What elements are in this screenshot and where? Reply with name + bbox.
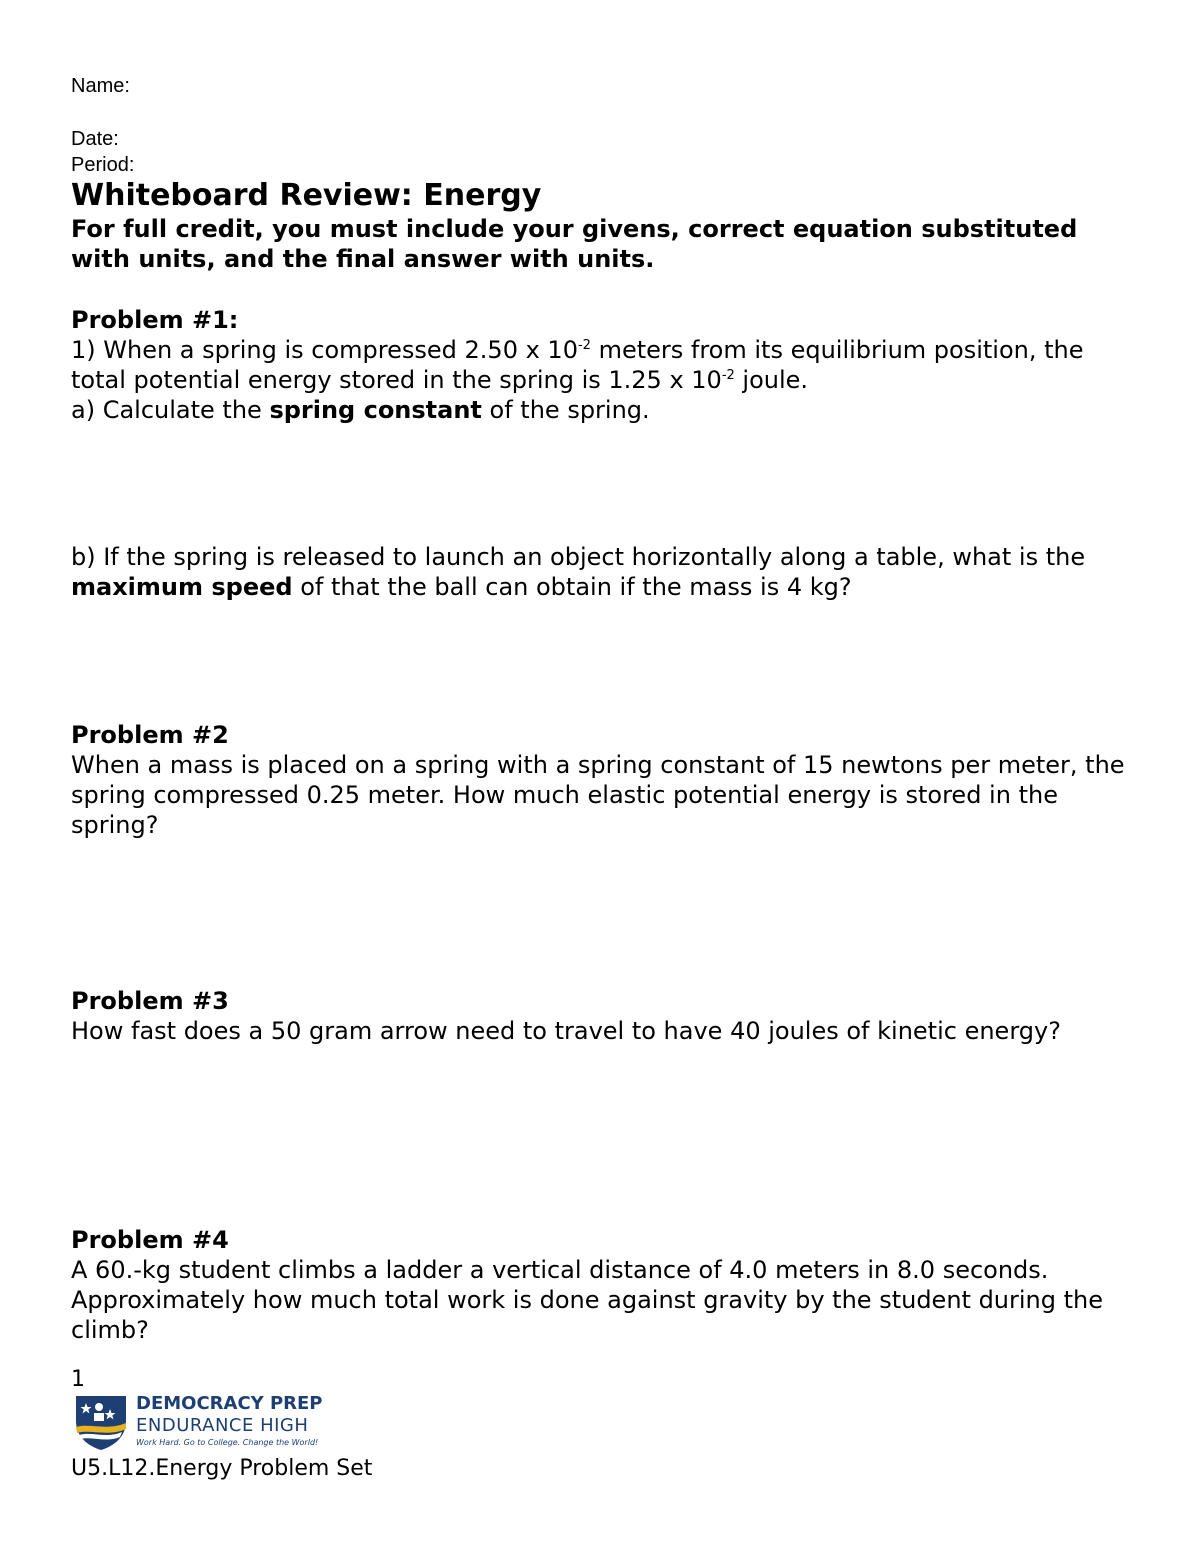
page-number: 1 — [71, 1367, 85, 1392]
problem-1-part-b: b) If the spring is released to launch an object horizontally along a table, what is the maximum speed of that the ball can obtain if the mass is 4 kg? — [71, 543, 1086, 601]
page-title: Whiteboard Review: Energy — [71, 178, 542, 213]
problem-2 — [71, 720, 1141, 840]
problem-2-title: Problem #2 — [71, 721, 229, 749]
logo-line-2: ENDURANCE HIGH — [136, 1415, 309, 1436]
name-label: Name: — [71, 75, 130, 97]
instructions: For full credit, you must include your givens, correct equation substituted with units, and the final answer with units. — [71, 215, 1078, 273]
date-label: Date: — [71, 128, 119, 150]
problem-4-title: Problem #4 — [71, 1226, 229, 1254]
problem-3 — [71, 986, 1141, 1046]
problem-1-title: Problem #1: — [71, 306, 239, 334]
exponent-2: -2 — [721, 368, 735, 383]
problem-3-text: How fast does a 50 gram arrow need to travel to have 40 joules of kinetic energy? — [71, 1017, 1061, 1045]
period-label: Period: — [71, 154, 135, 176]
exponent-1: -2 — [577, 338, 591, 353]
shield-icon — [72, 1393, 130, 1451]
footer-label: U5.L12.Energy Problem Set — [71, 1456, 373, 1481]
problem-3-title: Problem #3 — [71, 987, 229, 1015]
problem-1 — [71, 305, 1141, 425]
logo-line-1: DEMOCRACY PREP — [136, 1393, 323, 1414]
problem-1-part-a: a) Calculate the spring constant of the spring. — [71, 396, 650, 424]
problem-1-stem: 1) When a spring is compressed 2.50 x $10^{-2}$ meters from its equilibrium position, the total potential energy stored in the spring is 1.25 x $10^{-2}$ joule. — [71, 336, 1084, 394]
logo-tagline: Work Hard. Go to College. Change the World! — [136, 1438, 319, 1447]
problem-4-text: A 60.-kg student climbs a ladder a vertical distance of 4.0 meters in 8.0 seconds. Approximately how much total work is done against gravity by the student during the climb? — [71, 1256, 1104, 1344]
school-logo — [72, 1393, 332, 1451]
problem-2-text: When a mass is placed on a spring with a spring constant of 15 newtons per meter, the spring compressed 0.25 meter. How much elastic potential energy is stored in the spring? — [71, 751, 1125, 839]
problem-4 — [71, 1225, 1141, 1345]
